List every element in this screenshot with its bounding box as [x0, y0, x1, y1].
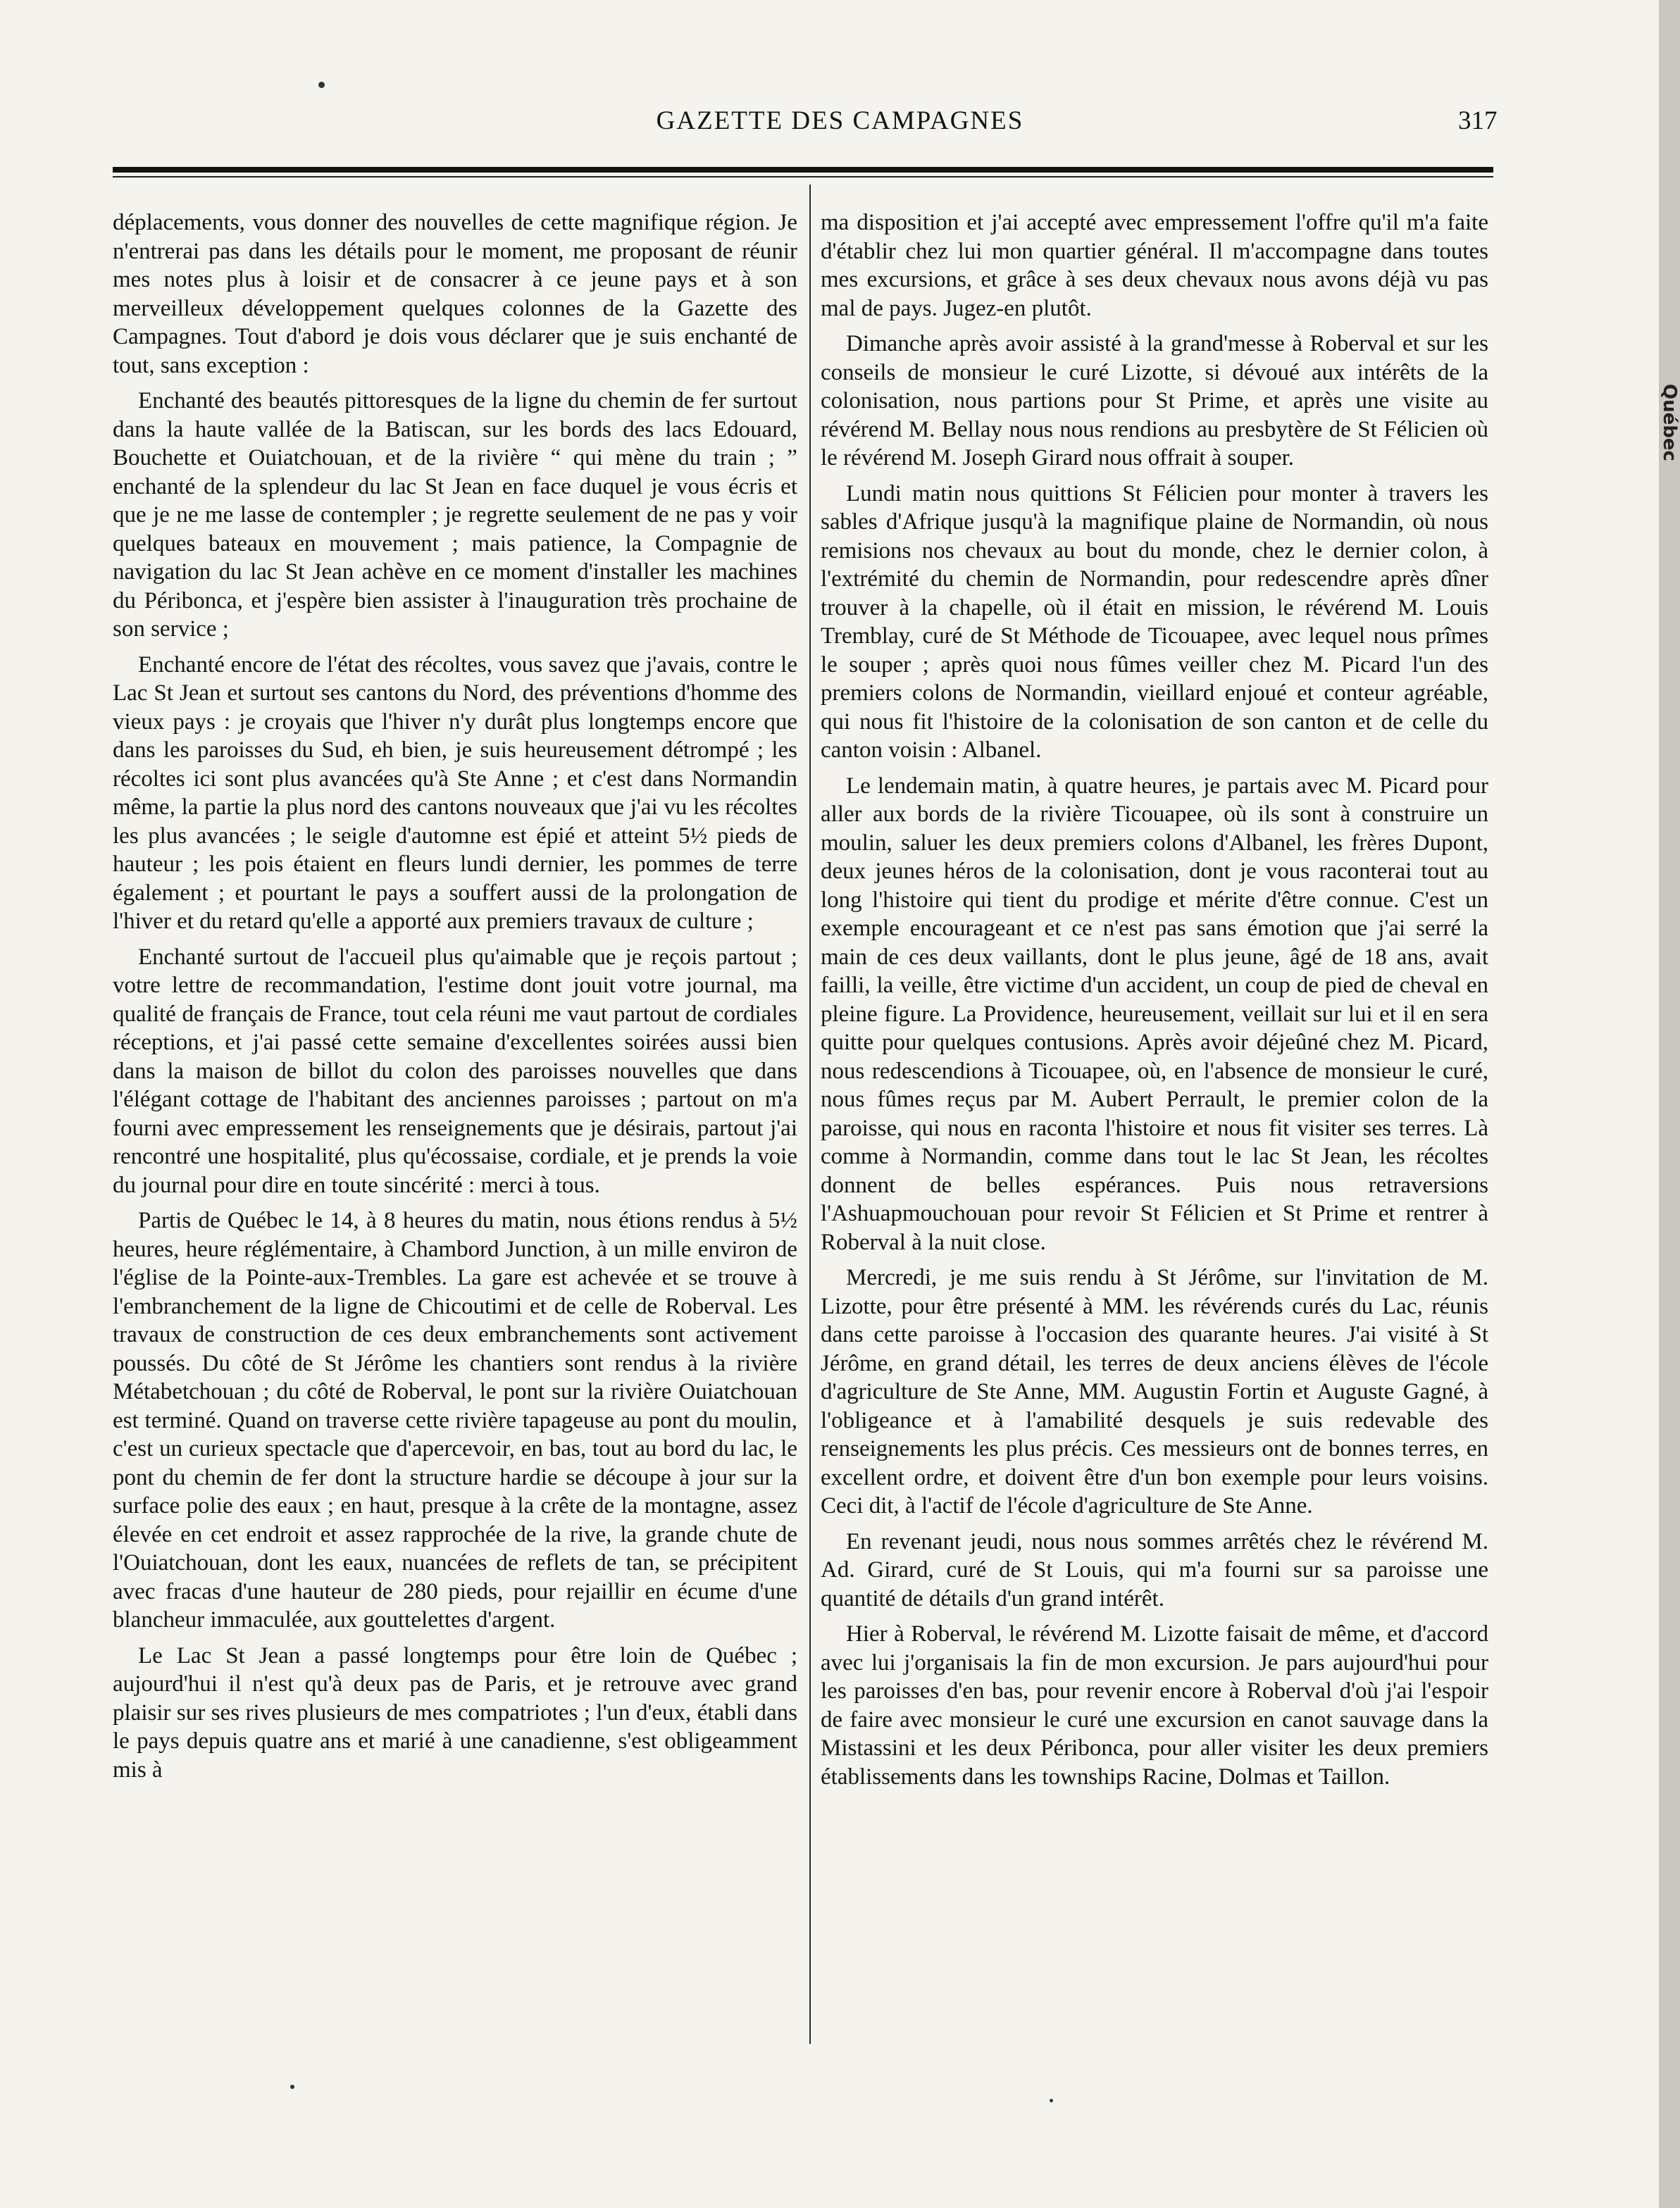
- paragraph: Enchanté encore de l'état des récoltes, vous savez que j'avais, contre le Lac St Jean et surtout ses cantons du Nord, des préventions d'homme des vieux pays : je croyais que l'hiver n'y durât plus longtemps encore que dans les paroisses du Sud, eh bien, je suis heureusement détrompé ; les récoltes ici sont plus avancées qu'à Ste Anne ; et c'est dans Normandin même, la partie la plus nord des cantons nouveaux que j'ai vu les récoltes les plus avancées ; le seigle d'automne est épié et atteint 5½ pieds de hauteur ; les pois étaient en fleurs lundi dernier, les pommes de terre également ; et pourtant le pays a souffert aussi de la prolongation de l'hiver et du retard qu'elle a apporté aux premiers travaux de culture ;: [113, 651, 797, 934]
- paragraph: Lundi matin nous quittions St Félicien pour monter à travers les sables d'Afrique jusqu'à la magnifique plaine de Normandin, où nous remisions nos chevaux au bout du monde, chez le dernier colon, à l'extrémité du chemin de Normandin, pour redescendre après dîner trouver à la chapelle, où il était en mission, le révérend M. Louis Tremblay, curé de St Méthode de Ticouapee, avec lequel nous prîmes le souper ; après quoi nous fûmes veiller chez M. Picard l'un des premiers colons de Normandin, vieillard enjoué et conteur agréable, qui nous fit l'histoire de la colonisation de son canton et de celle du canton voisin : Albanel.: [821, 480, 1488, 763]
- paragraph: Le Lac St Jean a passé longtemps pour être loin de Québec ; aujourd'hui il n'est qu'à deux pas de Paris, et je retrouve avec grand plaisir sur ses rives plusieurs de mes compatriotes ; l'un d'eux, établi dans le pays depuis quatre ans et marié à une canadienne, s'est obligeamment mis à: [113, 1642, 797, 1783]
- paragraph: Mercredi, je me suis rendu à St Jérôme, sur l'invitation de M. Lizotte, pour être présenté à MM. les révérends curés du Lac, réunis dans cette paroisse à l'occasion des quarante heures. J'ai visité à St Jérôme, en grand détail, les terres de deux anciens élèves de l'école d'agriculture de Ste Anne, MM. Augustin Fortin et Auguste Gagné, à l'obligeance et à l'amabilité desquels je suis redevable des renseignements les plus précis. Ces messieurs ont de bonnes terres, en excellent ordre, et doivent être d'un bon exemple pour leurs voisins. Ceci dit, à l'actif de l'école d'agriculture de Ste Anne.: [821, 1265, 1488, 1518]
- header-rule-thin: [113, 176, 1493, 177]
- paragraph: Dimanche après avoir assisté à la grand'messe à Roberval et sur les conseils de monsieur le curé Lizotte, si dévoué aux intérêts de la colonisation, nous partions pour St Prime, et après une visite au révérend M. Bellay nous nous rendions au presbytère de St Félicien où le révérend M. Joseph Girard nous offrait à souper.: [821, 331, 1488, 470]
- header-rule-thick: [113, 167, 1493, 173]
- paragraph: En revenant jeudi, nous nous sommes arrêtés chez le révérend M. Ad. Girard, curé de St Louis, qui m'a fourni sur sa paroisse une quantité de détails d'un grand intérêt.: [821, 1528, 1488, 1611]
- print-speck: [1050, 2099, 1053, 2102]
- edge-label: Québec: [1659, 384, 1680, 461]
- paragraph: Le lendemain matin, à quatre heures, je partais avec M. Picard pour aller aux bords de la rivière Ticouapee, où ils sont à construire un moulin, saluer les deux premiers colons d'Albanel, les frères Dupont, deux jeunes héros de la colonisation, dont je vous raconterai tout au long l'histoire qui tient du prodige et mérite d'être connue. C'est un exemple encourageant et ce n'est pas sans émotion que j'ai serré la main de ces deux vaillants, dont le plus jeune, âgé de 18 ans, avait failli, la veille, être victime d'un accident, un coup de pied de cheval en pleine figure. La Providence, heureusement, veillait sur lui et il en sera quitte pour quelques contusions. Après avoir déjeûné chez M. Picard, nous redescendions à Ticouapee, où, en l'absence de monsieur le curé, nous fûmes reçus par M. Aubert Perrault, le premier colon de la paroisse, qui nous en raconta l'histoire et nous fit visiter ses terres. Là comme à Normandin, comme dans tout le lac St Jean, les récoltes donnent de belles espérances. Puis nous retraversions l'Ashuapmouchouan pour revoir St Félicien et St Prime et rentrer à Roberval à la nuit close.: [821, 773, 1488, 1255]
- paragraph: déplacements, vous donner des nouvelles de cette magnifique région. Je n'entrerai pas dans les détails pour le moment, me proposant de réunir mes notes plus à loisir et de consacrer à ce jeune pays et à son merveilleux développement quelques colonnes de la Gazette des Campagnes. Tout d'abord je dois vous déclarer que je suis enchanté de tout, sans exception :: [113, 210, 797, 378]
- left-column: [113, 208, 797, 1791]
- paragraph: Partis de Québec le 14, à 8 heures du matin, nous étions rendus à 5½ heures, heure réglémentaire, à Chambord Junction, à un mille environ de l'église de la Pointe-aux-Trembles. La gare est achevée et se trouve à l'embranchement de la ligne de Chicoutimi et de celle de Roberval. Les travaux de construction de ces deux embranchements sont activement poussés. Du côté de St Jérôme les chantiers sont rendus à la rivière Métabetchouan ; du côté de Roberval, le pont sur la rivière Ouiatchouan est terminé. Quand on traverse cette rivière tapageuse au pont du moulin, c'est un curieux spectacle que d'apercevoir, en bas, tout au bord du lac, le pont du chemin de fer dont la structure hardie se découpe à jour sur la surface polie des eaux ; en haut, presque à la crête de la montagne, assez élevée en cet endroit et assez rapprochée de la rive, la grande chute de l'Ouiatchouan, dont les eaux, nuancées de reflets de tan, se précipitent avec fracas d'une hauteur de 280 pieds, pour rejaillir en écume d'une blancheur immaculée, aux gouttelettes d'argent.: [113, 1208, 797, 1633]
- print-speck: [318, 82, 325, 88]
- scanned-edge-strip: [1659, 0, 1680, 2208]
- right-column: [821, 208, 1488, 1798]
- paragraph: ma disposition et j'ai accepté avec empressement l'offre qu'il m'a faite d'établir chez lui mon quartier général. Il m'accompagne dans toutes mes excursions, et grâce à ses deux chevaux nous avons déjà vu pas mal de pays. Jugez-en plutôt.: [821, 210, 1488, 321]
- page-title: GAZETTE DES CAMPAGNES: [656, 106, 1024, 135]
- paragraph: Enchanté des beautés pittoresques de la ligne du chemin de fer surtout dans la haute vallée de la Batiscan, sur les bords des lacs Edouard, Bouchette et Ouiatchouan, et de la rivière “ qui mène du train ; ” enchanté de la splendeur du lac St Jean en face duquel je vous écris et que je ne me lasse de contempler ; je regrette seulement de ne pas y voir quelques bateaux en mouvement ; mais patience, la Compagnie de navigation du lac St Jean achève en ce moment d'installer les machines du Péribonca, et j'espère bien assister à l'inauguration très prochaine de son service ;: [113, 388, 797, 642]
- print-speck: [290, 2085, 294, 2089]
- page-number: 317: [1458, 106, 1498, 135]
- paragraph: Hier à Roberval, le révérend M. Lizotte faisait de même, et d'accord avec lui j'organisais la fin de mon excursion. Je pars aujourd'hui pour les paroisses d'en bas, pour revenir encore à Roberval d'où j'ai l'espoir de faire avec monsieur le curé une excursion en canot sauvage dans la Mistassini et les deux Péribonca, pour aller visiter les deux premiers établissements dans les townships Racine, Dolmas et Taillon.: [821, 1621, 1488, 1790]
- column-divider: [809, 185, 811, 2044]
- paragraph: Enchanté surtout de l'accueil plus qu'aimable que je reçois partout ; votre lettre de recommandation, l'estime dont jouit votre journal, ma qualité de français de France, tout cela réuni me vaut partout de cordiales réceptions, et j'ai passé cette semaine d'excellentes soirées aussi bien dans la maison de billot du colon des paroisses nouvelles que dans l'élégant cottage de l'habitant des anciennes paroisses ; partout on m'a fourni avec empressement les renseignements que je désirais, partout j'ai rencontré une hospitalité, plus qu'écossaise, cordiale, et je prends la voie du journal pour dire en toute sincérité : merci à tous.: [113, 944, 797, 1198]
